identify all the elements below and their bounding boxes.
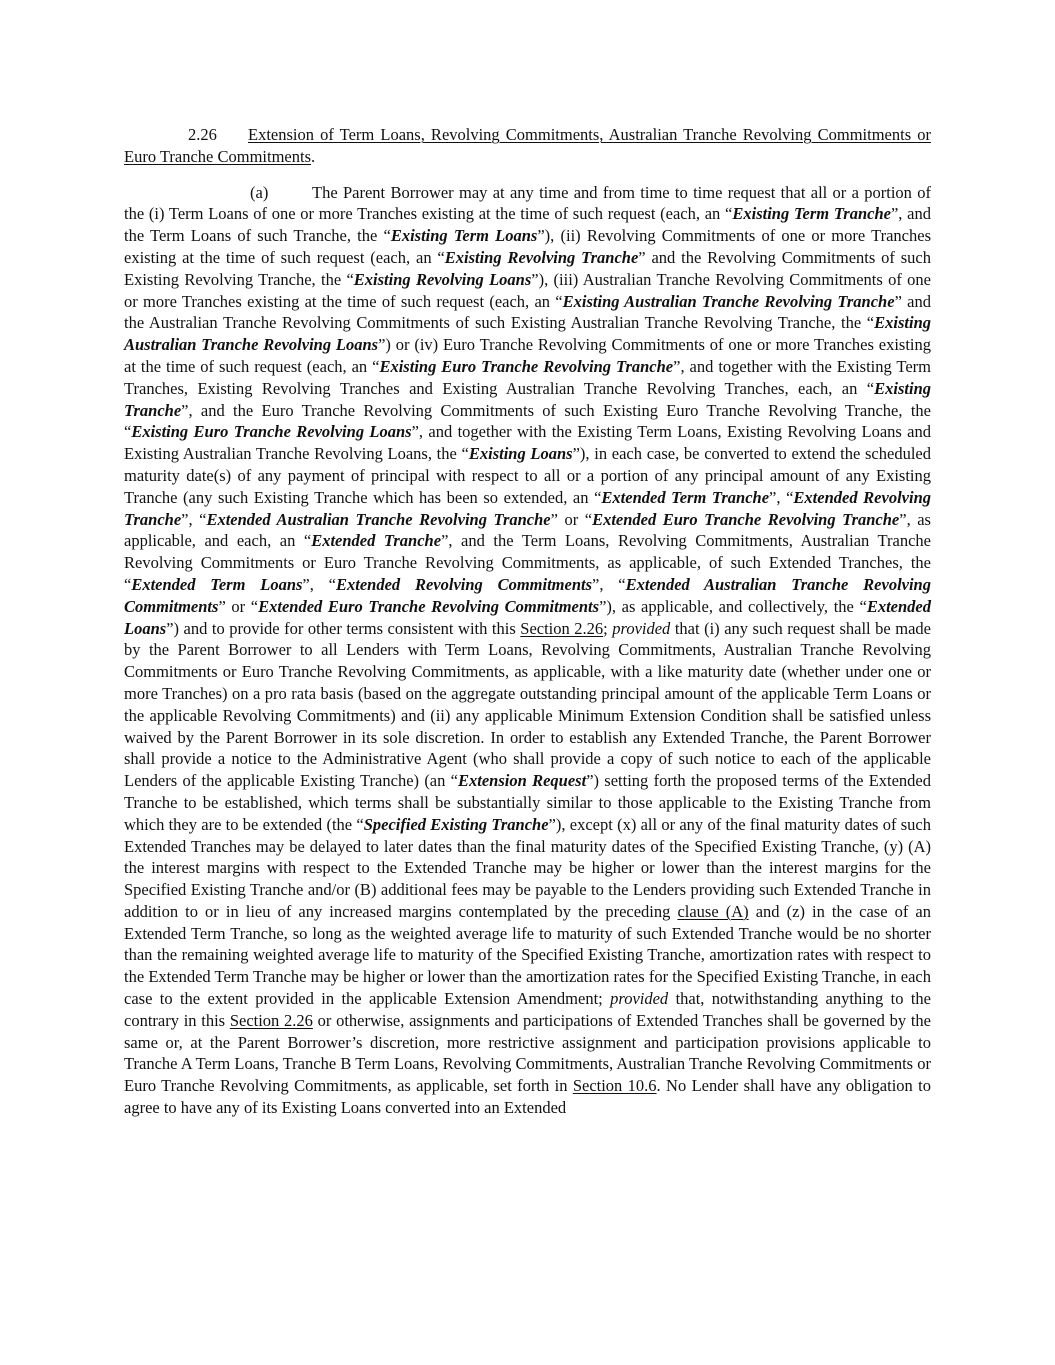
- defined-term: Existing Australian Tranche Revolving Loans: [124, 313, 931, 355]
- body-text: and (z) in the case of an Extended Term Tranche, so long as the weighted average life to maturity of such Extended Tranche would be no shorter than the remaining weighted average life to maturity of the Specified Existing Tranche, amortization rates with respect to the Extended Term Tranche may be higher or lower than the amortization rates for the Specified Existing Tranche, in each case to the extent provided in the applicable Extension Amendment;: [124, 901, 931, 1009]
- body-text: ”), as applicable, and collectively, the “: [599, 596, 867, 616]
- body-text: ”) and to provide for other terms consistent with this: [166, 618, 521, 638]
- body-text: or otherwise, assignments and participations of Extended Tranches shall be governed by the same or, at the Parent Borrower’s discretion, more restrictive assignment and participation provisions applicable to Tranche A Term Loans, Tranche B Term Loans, Revolving Commitments, Australian Tranche Revolving Commitments or Euro Tranche Revolving Commitments, as applicable, set forth in: [124, 1010, 931, 1096]
- body-text: ”, and the Euro Tranche Revolving Commitments of such Existing Euro Tranche Revolving Tranche, the “: [124, 400, 931, 442]
- section-title: Extension of Term Loans, Revolving Commitments, Australian Tranche Revolving Commitments or Euro Tranche Commitments: [124, 125, 931, 166]
- defined-term: Existing Euro Tranche Revolving Tranche: [379, 356, 674, 376]
- body-text: ”), (ii) Revolving Commitments of one or more Tranches existing at the time of such request (each, an “: [124, 226, 931, 267]
- defined-term: Extended Revolving Commitments: [336, 574, 593, 594]
- body-text: . No Lender shall have any obligation to agree to have any of its Existing Loans converted into an Extended: [124, 1076, 931, 1118]
- defined-term: Extended Australian Tranche Revolving Commitments: [124, 574, 931, 616]
- defined-term: Extended Revolving Tranche: [124, 487, 931, 529]
- document-body: [124, 124, 931, 1119]
- body-text: ”, “: [181, 509, 207, 529]
- defined-term: Extended Loans: [124, 596, 931, 638]
- defined-term: Extended Australian Tranche Revolving Tranche: [206, 509, 551, 529]
- body-text: ”, and together with the Existing Term Loans, Existing Revolving Loans and Existing Australian Tranche Revolving Loans, the “: [124, 422, 932, 464]
- defined-term: Extended Term Tranche: [601, 487, 770, 507]
- body-text: ”, and the Term Loans of such Tranche, the “: [124, 204, 931, 246]
- cross-reference: clause (A): [677, 901, 749, 921]
- body-text: ”, and the Term Loans, Revolving Commitments, Australian Tranche Revolving Commitments or Euro Tranche Revolving Commitments, as applicable, of such Extended Tranches, the “: [124, 531, 931, 594]
- body-text: ”) or (iv) Euro Tranche Revolving Commitments of one or more Tranches existing at the time of such request (each, an “: [124, 335, 931, 376]
- body-text: ”, “: [592, 574, 626, 594]
- body-text: ” or “: [218, 596, 259, 616]
- body-text: ”), (iii) Australian Tranche Revolving Commitments of one or more Tranches existing at the time of such request (each, an “: [124, 269, 932, 311]
- paragraph-label: (a): [250, 182, 269, 202]
- defined-term: Existing Loans: [468, 444, 573, 464]
- defined-term: Existing Tranche: [124, 378, 931, 420]
- body-text: ”), in each case, be converted to extend the scheduled maturity date(s) of any payment of principal with respect to all or a portion of any principal amount of any Existing Tranche (any such Existing Tranche which has been so extended, an “: [124, 444, 931, 507]
- cross-reference: Section 2.26: [229, 1010, 313, 1030]
- defined-term: Extension Request: [458, 771, 587, 791]
- body-text: ”, as applicable, and each, an “: [124, 509, 931, 551]
- defined-term: Extended Euro Tranche Revolving Commitments: [258, 596, 600, 616]
- defined-term: Extended Euro Tranche Revolving Tranche: [592, 509, 900, 529]
- body-text: that (i) any such request shall be made by the Parent Borrower to all Lenders with Term Loans, Revolving Commitments, Australian Tranche Revolving Commitments or Euro Tranche Revolving Commitments, as applicable, with a like maturity date (whether under one or more Tranches) on a pro rata basis (based on the aggregate outstanding principal amount of the applicable Term Loans or the applicable Revolving Commitments) and (ii) any applicable Minimum Extension Condition shall be satisfied unless waived by the Parent Borrower in its sole discretion. In order to establish any Extended Tranche, the Parent Borrower shall provide a notice to the Administrative Agent (who shall provide a copy of such notice to each of the applicable Lenders of the applicable Existing Tranche) (an “: [124, 618, 931, 791]
- body-text: ” and the Australian Tranche Revolving Commitments of such Existing Australian Tranche Revolving Tranche, the “: [124, 291, 931, 333]
- italic-text: provided: [610, 989, 669, 1009]
- defined-term: Existing Term Loans: [390, 226, 538, 246]
- paragraph-a: [124, 182, 931, 1119]
- defined-term: Existing Revolving Tranche: [444, 247, 639, 267]
- defined-term: Existing Australian Tranche Revolving Tranche: [562, 291, 895, 311]
- italic-text: provided: [612, 618, 671, 638]
- body-text: ”) setting forth the proposed terms of the Extended Tranche to be established, which terms shall be substantially similar to those applicable to the Existing Tranche from which they are to be extended (the “: [124, 771, 932, 834]
- body-text: ”, “: [302, 574, 336, 594]
- defined-term: Existing Revolving Loans: [353, 269, 532, 289]
- body-text: ;: [603, 618, 613, 638]
- defined-term: Existing Term Tranche: [732, 204, 891, 224]
- body-text: that, notwithstanding anything to the contrary in this: [124, 989, 932, 1030]
- section-number: 2.26: [188, 125, 217, 144]
- cross-reference: Section 10.6: [572, 1076, 657, 1096]
- cross-reference: Section 2.26: [520, 618, 604, 638]
- defined-term: Extended Term Loans: [131, 574, 303, 594]
- body-text: The Parent Borrower may at any time and from time to time request that all or a portion of the (i) Term Loans of one or more Tranches existing at the time of such request (each, an “: [124, 182, 931, 224]
- defined-term: Existing Euro Tranche Revolving Loans: [131, 422, 412, 442]
- body-text: ”, “: [769, 487, 794, 507]
- body-text: ” or “: [550, 509, 593, 529]
- section-heading: [124, 124, 931, 168]
- defined-term: Specified Existing Tranche: [363, 814, 549, 834]
- section-title-end: .: [311, 146, 316, 166]
- body-text: ”), except (x) all or any of the final maturity dates of such Extended Tranches may be delayed to later dates than the final maturity dates of the Specified Existing Tranche, (y) (A) the interest margins with respect to the Extended Tranche may be higher or lower than the interest margins for the Specified Existing Tranche and/or (B) additional fees may be payable to the Lenders providing such Extended Tranche in addition to or in lieu of any increased margins contemplated by the preceding: [124, 814, 932, 921]
- body-text: ” and the Revolving Commitments of such Existing Revolving Tranche, the “: [124, 247, 931, 289]
- defined-term: Extended Tranche: [311, 531, 442, 551]
- body-text: ”, and together with the Existing Term Tranches, Existing Revolving Tranches and Existing Australian Tranche Revolving Tranches, each, an “: [124, 356, 932, 398]
